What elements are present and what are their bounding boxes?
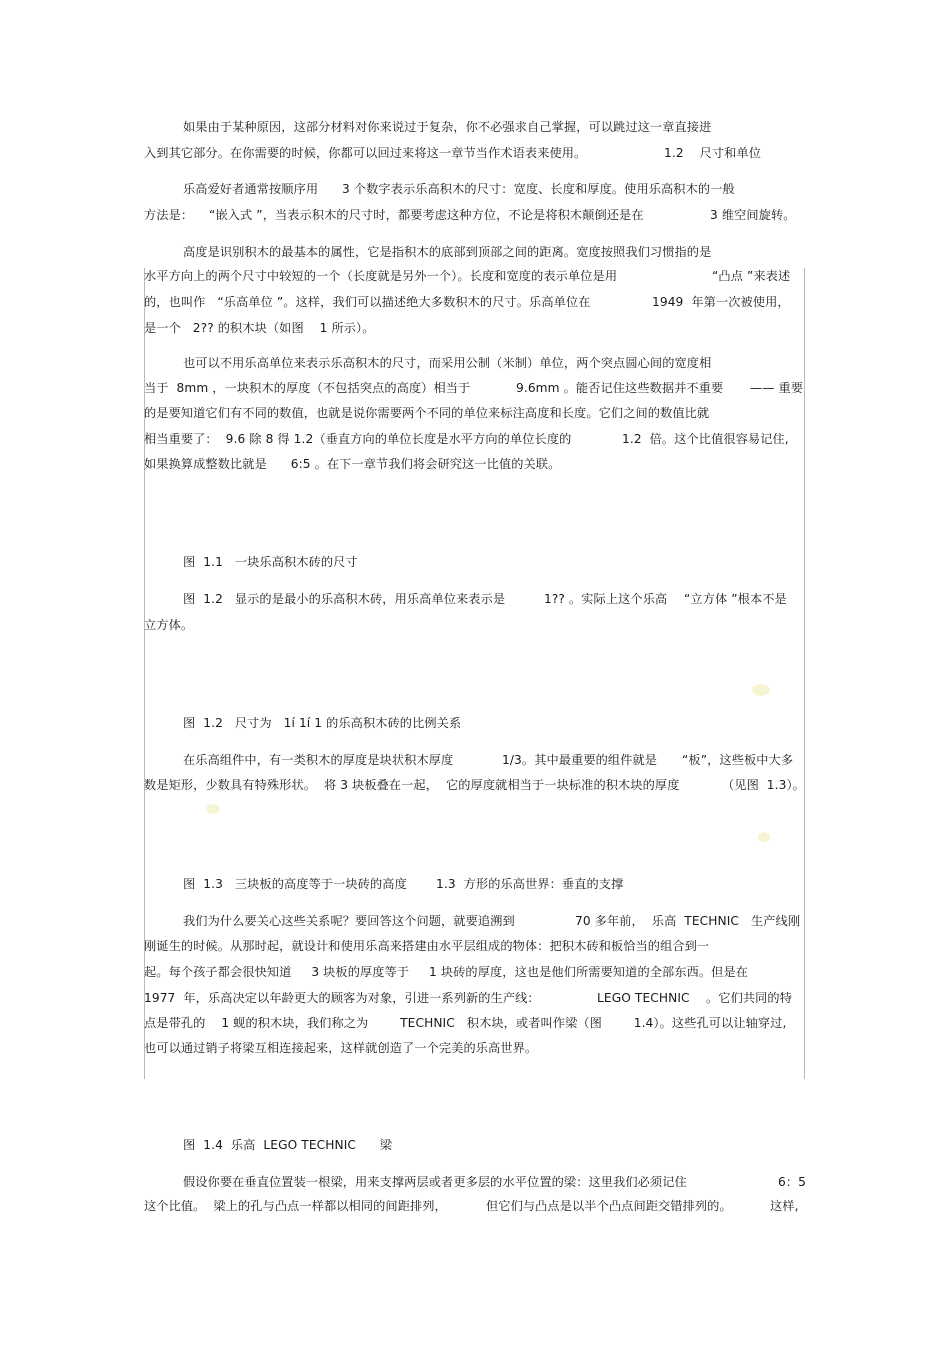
scan-speck	[752, 684, 770, 696]
text-line: 也可以通过销子将梁互相连接起来，这样就创造了一个完美的乐高世界。	[144, 1041, 538, 1055]
text-line: 也可以不用乐高单位来表示乐高积木的尺寸，而采用公制（米制）单位，两个突点圆心间的宽度相	[183, 356, 712, 370]
text-line: 这样,	[770, 1199, 799, 1213]
right-frame-line	[804, 268, 805, 1079]
text-line: 1?? 。实际上这个乐高	[544, 592, 668, 606]
section-heading: 1.2 尺寸和单位	[664, 146, 762, 160]
figure-caption: 图 1.2 尺寸为 1í 1í 1 的乐高积木砖的比例关系	[183, 716, 462, 730]
text-line: 图 1.2 显示的是最小的乐高积木砖，用乐高单位来表示是	[183, 592, 506, 606]
text-line: 的，也叫作 “乐高单位 ”。这样，我们可以描述绝大多数积木的尺寸。乐高单位在	[144, 295, 591, 309]
text-line: 点是带孔的 1 蚬的积木块，我们称之为 TECHNIC 积木块，或者叫作梁（图 1.4）。这些孔可以让轴穿过,	[144, 1016, 787, 1030]
text-line: 假设你要在垂直位置装一根梁，用来支撑两层或者更多层的水平位置的梁：这里我们必须记住	[183, 1175, 687, 1189]
text-line: 乐高爱好者通常按顺序用 3 个数字表示乐高积木的尺寸：宽度、长度和厚度。使用乐高积木的一般	[183, 182, 735, 196]
text-line: 1977 年，乐高决定以年龄更大的顾客为对象，引进一系列新的生产线：	[144, 991, 540, 1005]
section-heading: 1.3 方形的乐高世界：垂直的支撑	[436, 877, 624, 891]
text-line: 70 多年前， 乐高 TECHNIC 生产线刚	[575, 914, 801, 928]
figure-caption: 图 1.4 乐高 LEGO TECHNIC 梁	[183, 1138, 393, 1152]
text-line: “凸点 ”来表述	[712, 269, 791, 283]
text-line: 立方体。	[144, 618, 194, 632]
text-line: 这个比值。 梁上的孔与凸点一样都以相同的间距排列，	[144, 1199, 447, 1213]
text-line: 但它们与凸点是以半个凸点间距交错排列的。	[486, 1199, 732, 1213]
text-line: 刚诞生的时候。从那时起，就设计和使用乐高来搭建由水平层组成的物体：把积木砖和板恰当的组合到一	[144, 939, 710, 953]
text-line: 。它们共同的特	[706, 991, 793, 1005]
text-line: 入到其它部分。在你需要的时候，你都可以回过来将这一章节当作术语表来使用。	[144, 146, 587, 160]
text-line: 当于 8mm ，一块积木的厚度（不包括突点的高度）相当于	[144, 381, 471, 395]
text-line: 9.6mm 。能否记住这些数据并不重要	[516, 381, 724, 395]
text-line: 6：5	[778, 1175, 806, 1189]
figure-caption: 图 1.3 三块板的高度等于一块砖的高度	[183, 877, 407, 891]
text-line: 在乐高组件中，有一类积木的厚度是块状积木厚度	[183, 753, 454, 767]
text-line: 如果换算成整数比就是 6:5 。在下一章节我们将会研究这一比值的关联。	[144, 457, 561, 471]
text-line: 我们为什么要关心这些关系呢？要回答这个问题，就要追溯到	[183, 914, 515, 928]
text-line: （见图 1.3）。	[722, 778, 805, 792]
text-line: 3 维空间旋转。	[710, 208, 796, 222]
text-line: LEGO TECHNIC	[597, 991, 690, 1005]
text-line: 数是矩形，少数具有特殊形状。 将 3 块板叠在一起， 它的厚度就相当于一块标准的积木块的厚度	[144, 778, 680, 792]
text-line: 1/3。其中最重要的组件就是	[502, 753, 658, 767]
text-line: 1.2 倍。这个比值很容易记住,	[622, 432, 789, 446]
text-line: 方法是： “嵌入式 ”，当表示积木的尺寸时，都要考虑这种方位，不论是将积木颠倒还是在	[144, 208, 644, 222]
text-line: —— 重要	[750, 381, 804, 395]
text-line: 是一个 2?? 的积木块（如图 1 所示）。	[144, 321, 375, 335]
text-line: 1949 年第一次被使用，	[652, 295, 790, 309]
scan-speck	[758, 832, 770, 842]
figure-caption: 图 1.1 一块乐高积木砖的尺寸	[183, 555, 358, 569]
text-line: 水平方向上的两个尺寸中较短的一个（长度就是另外一个）。长度和宽度的表示单位是用	[144, 269, 618, 283]
text-line: 相当重要了： 9.6 除 8 得 1.2（垂直方向的单位长度是水平方向的单位长度的	[144, 432, 572, 446]
scan-speck	[206, 804, 220, 814]
text-line: “立方体 ”根本不是	[684, 592, 787, 606]
text-line: 高度是识别积木的最基本的属性，它是指积木的底部到顶部之间的距离。宽度按照我们习惯指的是	[183, 245, 712, 259]
text-line: 如果由于某种原因，这部分材料对你来说过于复杂，你不必强求自己掌握，可以跳过这一章直接进	[183, 120, 712, 134]
text-line: 起。每个孩子都会很快知道 3 块板的厚度等于 1 块砖的厚度，这也是他们所需要知道的全部东西。但是在	[144, 965, 749, 979]
text-line: “板”，这些板中大多	[682, 753, 794, 767]
text-line: 的是要知道它们有不同的数值，也就是说你需要两个不同的单位来标注高度和长度。它们之间的数值比就	[144, 406, 710, 420]
